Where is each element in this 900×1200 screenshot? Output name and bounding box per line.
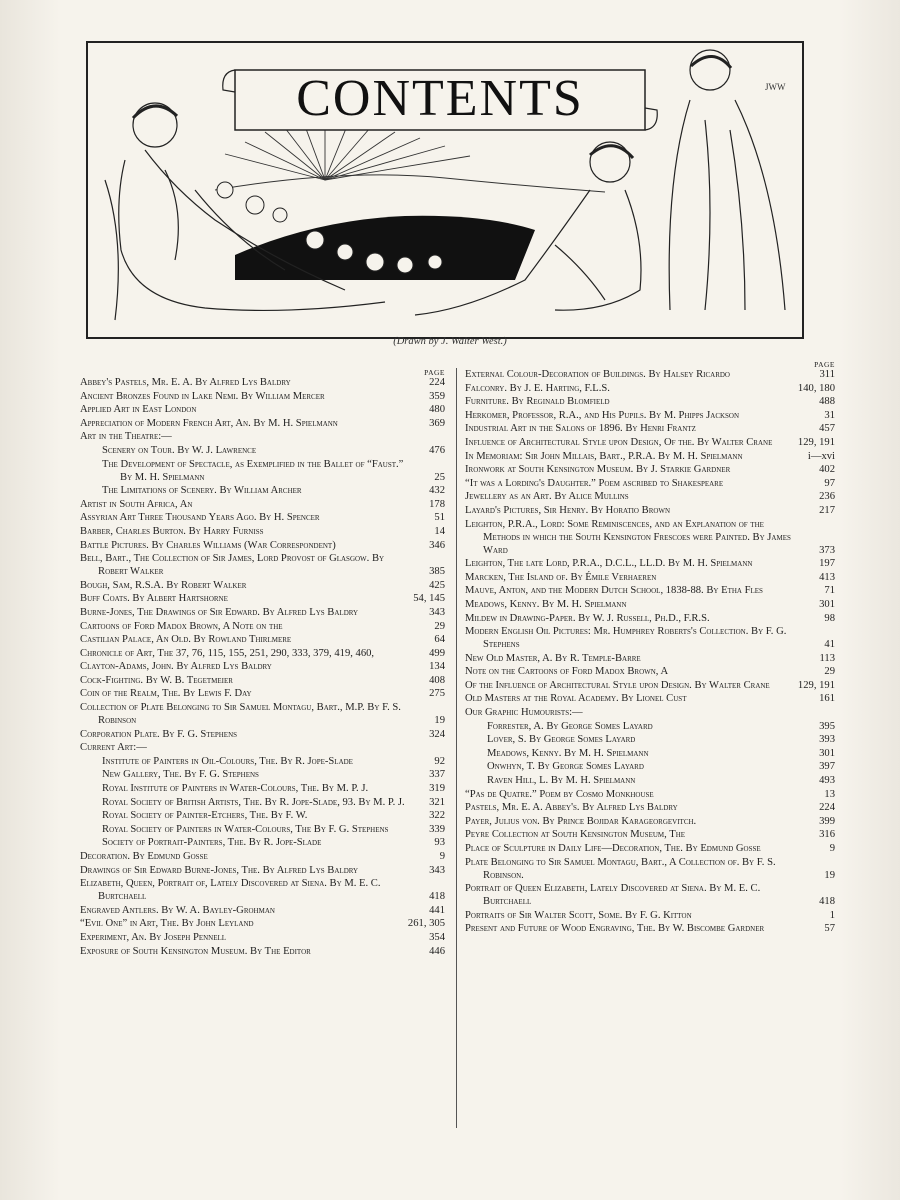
toc-entry-page: 41 bbox=[824, 639, 835, 651]
artist-monogram: JWW bbox=[765, 82, 786, 92]
toc-entry-page: 343 bbox=[429, 864, 445, 876]
toc-entry-page: 140, 180 bbox=[797, 382, 835, 394]
toc-entry bbox=[80, 660, 445, 673]
toc-entry-page: 25 bbox=[434, 471, 445, 483]
toc-entry-page: 224 bbox=[429, 377, 445, 388]
toc-entry-page: 134 bbox=[429, 661, 445, 673]
toc-entry bbox=[80, 768, 445, 781]
toc-entry-title: Appreciation of Modern French Art, An. By M. H. Spielmann bbox=[80, 417, 338, 429]
toc-entry bbox=[80, 728, 445, 741]
toc-entry bbox=[80, 444, 445, 457]
entry-list-left bbox=[80, 376, 445, 958]
toc-entry bbox=[80, 592, 445, 605]
toc-entry-page: 337 bbox=[429, 769, 445, 781]
toc-entry-title: “Evil One” in Art, The. By John Leyland bbox=[80, 918, 254, 930]
toc-entry bbox=[80, 836, 445, 849]
toc-entry bbox=[465, 504, 835, 517]
toc-entry-page: 457 bbox=[819, 423, 835, 435]
toc-entry bbox=[465, 665, 835, 678]
toc-entry-title: Industrial Art in the Salons of 1896. By Henri Frantz bbox=[465, 423, 696, 435]
toc-entry-page: 418 bbox=[819, 896, 835, 908]
toc-entry bbox=[80, 458, 445, 484]
toc-entry-title: Royal Society of Painter-Etchers, The. By F. W. bbox=[102, 810, 308, 822]
toc-entry bbox=[80, 417, 445, 430]
toc-entry-title: Castilian Palace, An Old. By Rowland Thirlmere bbox=[80, 634, 292, 646]
toc-entry-title: Elizabeth, Queen, Portrait of, Lately Discovered at Siena. By M. E. C. Burtchaell bbox=[80, 878, 381, 903]
toc-entry-page: 1 bbox=[829, 909, 835, 921]
toc-entry-title: Abbey's Pastels, Mr. E. A. By Alfred Lys Baldry bbox=[80, 377, 291, 388]
toc-entry-title: Peyre Collection at South Kensington Museum, The bbox=[465, 829, 686, 841]
toc-entry bbox=[80, 782, 445, 795]
toc-entry-page: 217 bbox=[819, 504, 835, 516]
toc-entry bbox=[465, 856, 835, 882]
toc-entry-title: Place of Sculpture in Daily Life—Decoration, The. By Edmund Gosse bbox=[465, 843, 761, 854]
toc-entry bbox=[465, 477, 835, 490]
toc-entry-title: Portrait of Queen Elizabeth, Lately Discovered at Siena. By M. E. C. Burtchaell bbox=[465, 883, 761, 908]
toc-entry bbox=[80, 647, 445, 660]
toc-entry-title: Lover, S. By George Somes Layard bbox=[487, 734, 636, 746]
toc-entry bbox=[465, 801, 835, 814]
toc-entry-page: 13 bbox=[824, 788, 835, 800]
toc-entry-page: 301 bbox=[819, 747, 835, 759]
toc-entry bbox=[465, 368, 835, 381]
toc-entry-title: Raven Hill, L. By M. H. Spielmann bbox=[487, 775, 636, 787]
toc-entry bbox=[80, 931, 445, 944]
toc-entry bbox=[465, 625, 835, 651]
toc-entry-title: Coin of the Realm, The. By Lewis F. Day bbox=[80, 688, 252, 700]
toc-entry bbox=[465, 922, 835, 935]
toc-entry-page: 425 bbox=[429, 579, 445, 591]
toc-entry-page: 488 bbox=[819, 396, 835, 408]
toc-entry bbox=[80, 606, 445, 619]
toc-entry-title: Collection of Plate Belonging to Sir Samuel Montagu, Bart., M.P. By F. S. Robinson bbox=[80, 702, 401, 727]
toc-entry-title: Modern English Oil Pictures: Mr. Humphrey Roberts's Collection. By F. G. Stephens bbox=[465, 626, 787, 651]
toc-entry-title: Payer, Julius von. By Prince Bojidar Karageorgevitch. bbox=[465, 815, 697, 827]
toc-entry bbox=[80, 741, 445, 754]
toc-entry bbox=[80, 823, 445, 836]
toc-entry-page: 395 bbox=[819, 720, 835, 732]
page-header-right: PAGE bbox=[814, 360, 835, 369]
toc-entry bbox=[80, 390, 445, 403]
toc-entry-title: Buff Coats. By Albert Hartshorne bbox=[80, 593, 228, 605]
toc-entry bbox=[80, 403, 445, 416]
toc-entry-page: 9 bbox=[439, 851, 445, 862]
toc-entry-title: Exposure of South Kensington Museum. By The Editor bbox=[80, 945, 311, 957]
toc-entry-page: 64 bbox=[434, 634, 445, 646]
toc-entry-title: New Old Master, A. By R. Temple-Barre bbox=[465, 652, 641, 664]
toc-entry-title: Decoration. By Edmund Gosse bbox=[80, 851, 208, 862]
toc-entry-title: Old Masters at the Royal Academy. By Lionel Cust bbox=[465, 693, 687, 705]
toc-entry bbox=[465, 409, 835, 422]
toc-entry-page: 275 bbox=[429, 688, 445, 700]
toc-entry-page: 343 bbox=[429, 606, 445, 618]
toc-entry-page: 19 bbox=[824, 869, 835, 881]
toc-entry-title: Corporation Plate. By F. G. Stephens bbox=[80, 728, 238, 740]
toc-entry bbox=[80, 701, 445, 727]
page-header-left: PAGE bbox=[424, 368, 445, 377]
toc-entry-page: 476 bbox=[429, 444, 445, 456]
toc-entry-title: The Development of Spectacle, as Exemplified in the Ballet of “Faust.” By M. H. Spielmann bbox=[102, 458, 404, 483]
toc-entry-title: “It was a Lording's Daughter.” Poem ascribed to Shakespeare bbox=[465, 477, 724, 489]
toc-entry bbox=[80, 674, 445, 687]
toc-entry-page: 14 bbox=[434, 525, 445, 537]
toc-entry-title: Our Graphic Humourists:— bbox=[465, 707, 583, 719]
toc-entry-page: 236 bbox=[819, 491, 835, 503]
toc-entry bbox=[465, 828, 835, 841]
toc-entry-title: Leighton, The late Lord, P.R.A., D.C.L., LL.D. By M. H. Spielmann bbox=[465, 558, 753, 570]
toc-entry bbox=[465, 584, 835, 597]
toc-entry bbox=[80, 579, 445, 592]
toc-entry-page: 316 bbox=[819, 829, 835, 841]
toc-entry-title: Engraved Antlers. By W. A. Bayley-Grohman bbox=[80, 904, 275, 916]
toc-entry-title: Bell, Bart., The Collection of Sir James, Lord Provost of Glasgow. By Robert Walker bbox=[80, 553, 385, 578]
toc-entry-page: 31 bbox=[824, 409, 835, 421]
toc-entry bbox=[80, 633, 445, 646]
toc-entry-title: Cartoons of Ford Madox Brown, A Note on the bbox=[80, 620, 283, 632]
toc-entry-page: 161 bbox=[819, 693, 835, 705]
toc-entry-title: Ancient Bronzes Found in Lake Nemi. By William Mercer bbox=[80, 390, 325, 402]
toc-entry-page: 57 bbox=[824, 923, 835, 935]
toc-entry-title: The Limitations of Scenery. By William Archer bbox=[102, 485, 302, 497]
toc-entry-title: Ironwork at South Kensington Museum. By J. Starkie Gardner bbox=[465, 464, 731, 476]
toc-entry bbox=[80, 877, 445, 903]
toc-entry-title: Mildew in Drawing-Paper. By W. J. Russell, Ph.D., F.R.S. bbox=[465, 612, 710, 624]
toc-entry bbox=[80, 484, 445, 497]
toc-entry bbox=[80, 904, 445, 917]
toc-entry-title: Herkomer, Professor, R.A., and His Pupils. By M. Phipps Jackson bbox=[465, 409, 740, 421]
toc-entry-title: Note on the Cartoons of Ford Madox Brown, A bbox=[465, 666, 669, 678]
toc-entry-page: 301 bbox=[819, 598, 835, 610]
toc-entry-page: 51 bbox=[434, 512, 445, 524]
toc-entry bbox=[465, 815, 835, 828]
toc-entry bbox=[465, 760, 835, 773]
toc-entry bbox=[80, 525, 445, 538]
toc-entry-title: Influence of Architectural Style upon Design, Of the. By Walter Crane bbox=[465, 436, 773, 448]
column-divider bbox=[456, 368, 457, 1128]
toc-entry bbox=[80, 809, 445, 822]
toc-entry-title: Royal Institute of Painters in Water-Colours, The. By M. P. J. bbox=[102, 783, 369, 795]
toc-entry bbox=[465, 450, 835, 463]
toc-entry-title: Plate Belonging to Sir Samuel Montagu, Bart., A Collection of. By F. S. Robinson. bbox=[465, 856, 776, 881]
toc-entry-title: Barber, Charles Burton. By Harry Furniss bbox=[80, 525, 264, 537]
toc-entry-title: Burne-Jones, The Drawings of Sir Edward. By Alfred Lys Baldry bbox=[80, 606, 359, 618]
toc-entry-title: Leighton, P.R.A., Lord: Some Reminiscences, and an Explanation of the Methods in which the South Kensington Frescoes were Painted. By James Ward bbox=[465, 518, 791, 556]
toc-entry-title: Of the Influence of Architectural Style upon Design. By Walter Crane bbox=[465, 679, 770, 691]
toc-entry-title: “Pas de Quatre.” Poem by Cosmo Monkhouse bbox=[465, 788, 654, 800]
toc-entry-page: 197 bbox=[819, 558, 835, 570]
toc-entry-title: Society of Portrait-Painters, The. By R. Jope-Slade bbox=[102, 837, 322, 849]
toc-entry-title: Furniture. By Reginald Blomfield bbox=[465, 396, 610, 408]
toc-entry-page: 261, 305 bbox=[407, 918, 445, 930]
toc-entry bbox=[465, 612, 835, 625]
toc-entry bbox=[465, 909, 835, 922]
toc-entry bbox=[80, 376, 445, 389]
toc-entry-title: In Memoriam: Sir John Millais, Bart., P.R.A. By M. H. Spielmann bbox=[465, 450, 743, 462]
contents-column-left bbox=[80, 366, 445, 958]
toc-entry bbox=[465, 518, 835, 557]
toc-entry bbox=[80, 687, 445, 700]
toc-entry-title: Scenery on Tour. By W. J. Lawrence bbox=[102, 444, 257, 456]
toc-entry bbox=[465, 747, 835, 760]
toc-entry bbox=[465, 571, 835, 584]
toc-entry-title: Meadows, Kenny. By M. H. Spielmann bbox=[465, 598, 627, 610]
toc-entry bbox=[80, 755, 445, 768]
toc-entry bbox=[465, 692, 835, 705]
toc-entry-page: 319 bbox=[429, 783, 445, 795]
toc-entry bbox=[465, 788, 835, 801]
toc-entry-page: 129, 191 bbox=[797, 679, 835, 691]
toc-entry-title: Onwhyn, T. By George Somes Layard bbox=[487, 761, 644, 773]
toc-entry bbox=[465, 774, 835, 787]
contents-column-right bbox=[465, 358, 835, 936]
toc-entry-title: New Gallery, The. By F. G. Stephens bbox=[102, 769, 259, 781]
toc-entry-title: Marcken, The Island of. By Émile Verhaeren bbox=[465, 571, 657, 583]
toc-entry-page: 373 bbox=[819, 544, 835, 556]
toc-entry-page: 311 bbox=[819, 369, 835, 380]
toc-entry bbox=[80, 498, 445, 511]
toc-entry-page: 413 bbox=[819, 571, 835, 583]
toc-entry-title: Meadows, Kenny. By M. H. Spielmann bbox=[487, 747, 649, 759]
toc-entry-page: 441 bbox=[429, 904, 445, 916]
toc-entry-title: Bough, Sam, R.S.A. By Robert Walker bbox=[80, 579, 247, 591]
toc-entry-page: 92 bbox=[434, 755, 445, 767]
toc-entry-page: 385 bbox=[429, 566, 445, 578]
illustration-caption: (Drawn by J. Walter West.) bbox=[393, 336, 507, 347]
toc-entry-title: Falconry. By J. E. Harting, F.L.S. bbox=[465, 382, 610, 394]
toc-entry-title: Royal Society of Painters in Water-Colours, The By F. G. Stephens bbox=[102, 823, 389, 835]
toc-entry-page: 19 bbox=[434, 715, 445, 727]
toc-entry bbox=[80, 511, 445, 524]
toc-entry-title: Institute of Painters in Oil-Colours, The. By R. Jope-Slade bbox=[102, 755, 353, 767]
toc-entry-title: Pastels, Mr. E. A. Abbey's. By Alfred Lys Baldry bbox=[465, 802, 678, 814]
sun-rays bbox=[225, 126, 470, 180]
toc-entry-title: Royal Society of British Artists, The. By R. Jope-Slade, 93. By M. P. J. bbox=[102, 796, 405, 808]
toc-entry-page: 113 bbox=[819, 652, 835, 664]
toc-entry bbox=[465, 490, 835, 503]
toc-entry bbox=[80, 539, 445, 552]
toc-entry-page: 397 bbox=[819, 761, 835, 773]
toc-entry-page: 29 bbox=[824, 666, 835, 678]
toc-entry bbox=[465, 842, 835, 855]
toc-entry bbox=[80, 430, 445, 443]
dark-landscape bbox=[235, 216, 535, 280]
toc-entry bbox=[465, 382, 835, 395]
toc-entry bbox=[80, 917, 445, 930]
toc-entry-title: Battle Pictures. By Charles Williams (War Correspondent) bbox=[80, 539, 336, 551]
toc-entry bbox=[465, 679, 835, 692]
toc-entry-page: 402 bbox=[819, 464, 835, 476]
toc-entry-title: Layard's Pictures, Sir Henry. By Horatio Brown bbox=[465, 504, 671, 516]
header-illustration bbox=[85, 40, 805, 340]
toc-entry-page: 446 bbox=[429, 945, 445, 957]
toc-entry-title: Portraits of Sir Walter Scott, Some. By F. G. Kitton bbox=[465, 909, 692, 921]
toc-entry bbox=[465, 422, 835, 435]
toc-entry bbox=[465, 720, 835, 733]
toc-entry-page: 129, 191 bbox=[797, 436, 835, 448]
toc-entry-title: Applied Art in East London bbox=[80, 404, 197, 416]
toc-entry-title: Jewellery as an Art. By Alice Mullins bbox=[465, 491, 629, 503]
toc-entry-page: 9 bbox=[829, 843, 835, 854]
contents-title: CONTENTS bbox=[296, 70, 584, 127]
toc-entry bbox=[465, 706, 835, 719]
toc-entry-title: Present and Future of Wood Engraving, The. By W. Biscombe Gardner bbox=[465, 923, 765, 935]
toc-entry bbox=[465, 733, 835, 746]
toc-entry-page: 369 bbox=[429, 417, 445, 429]
toc-entry-title: Chronicle of Art, The 37, 76, 115, 155, 251, 290, 333, 379, 419, 460, bbox=[80, 647, 375, 659]
toc-entry-page: 432 bbox=[429, 485, 445, 497]
toc-entry bbox=[80, 850, 445, 863]
toc-entry bbox=[80, 796, 445, 809]
toc-entry-page: 393 bbox=[819, 734, 835, 746]
toc-entry-title: Mauve, Anton, and the Modern Dutch School, 1838-88. By Etha Fles bbox=[465, 585, 763, 597]
toc-entry-page: 97 bbox=[824, 477, 835, 489]
toc-entry-page: 324 bbox=[429, 728, 445, 740]
toc-entry-title: Experiment, An. By Joseph Pennell bbox=[80, 931, 227, 943]
toc-entry-title: Art in the Theatre:— bbox=[80, 431, 172, 443]
toc-entry-title: External Colour-Decoration of Buildings. By Halsey Ricardo bbox=[465, 369, 730, 380]
toc-entry bbox=[80, 945, 445, 958]
toc-entry bbox=[465, 557, 835, 570]
toc-entry bbox=[465, 436, 835, 449]
toc-entry-page: 346 bbox=[429, 539, 445, 551]
toc-entry-page: 493 bbox=[819, 775, 835, 787]
toc-entry-page: 399 bbox=[819, 815, 835, 827]
toc-entry-page: 339 bbox=[429, 823, 445, 835]
toc-entry bbox=[80, 864, 445, 877]
toc-entry bbox=[80, 552, 445, 578]
toc-entry bbox=[465, 395, 835, 408]
toc-entry-page: 354 bbox=[429, 931, 445, 943]
toc-entry-title: Current Art:— bbox=[80, 742, 147, 754]
toc-entry-page: 322 bbox=[429, 810, 445, 822]
toc-entry-page: 359 bbox=[429, 390, 445, 402]
horizon-line bbox=[215, 175, 605, 192]
toc-entry-page: 93 bbox=[434, 837, 445, 849]
toc-entry-title: Artist in South Africa, An bbox=[80, 498, 193, 510]
toc-entry-page: 408 bbox=[429, 674, 445, 686]
toc-entry bbox=[465, 882, 835, 908]
toc-entry-page: 54, 145 bbox=[413, 593, 445, 605]
toc-entry-page: 480 bbox=[429, 404, 445, 416]
toc-entry-title: Clayton-Adams, John. By Alfred Lys Baldry bbox=[80, 661, 272, 673]
toc-entry bbox=[80, 620, 445, 633]
toc-entry bbox=[465, 463, 835, 476]
toc-entry-page: 499 bbox=[429, 647, 445, 659]
toc-entry-page: 178 bbox=[429, 498, 445, 510]
entry-list-right bbox=[465, 368, 835, 935]
toc-entry-page: 418 bbox=[429, 891, 445, 903]
toc-entry-page: 71 bbox=[824, 585, 835, 597]
toc-entry bbox=[465, 598, 835, 611]
toc-entry-title: Assyrian Art Three Thousand Years Ago. By H. Spencer bbox=[80, 512, 320, 524]
toc-entry-page: 224 bbox=[819, 802, 835, 814]
toc-entry-title: Forrester, A. By George Somes Layard bbox=[487, 720, 653, 732]
toc-entry-title: Cock-Fighting. By W. B. Tegetmeier bbox=[80, 674, 233, 686]
toc-entry-page: 98 bbox=[824, 612, 835, 624]
toc-entry-page: 321 bbox=[429, 796, 445, 808]
toc-entry-page: 29 bbox=[434, 620, 445, 632]
toc-entry bbox=[465, 652, 835, 665]
toc-entry-title: Drawings of Sir Edward Burne-Jones, The. By Alfred Lys Baldry bbox=[80, 864, 359, 876]
toc-entry-page: i—xvi bbox=[807, 450, 835, 462]
